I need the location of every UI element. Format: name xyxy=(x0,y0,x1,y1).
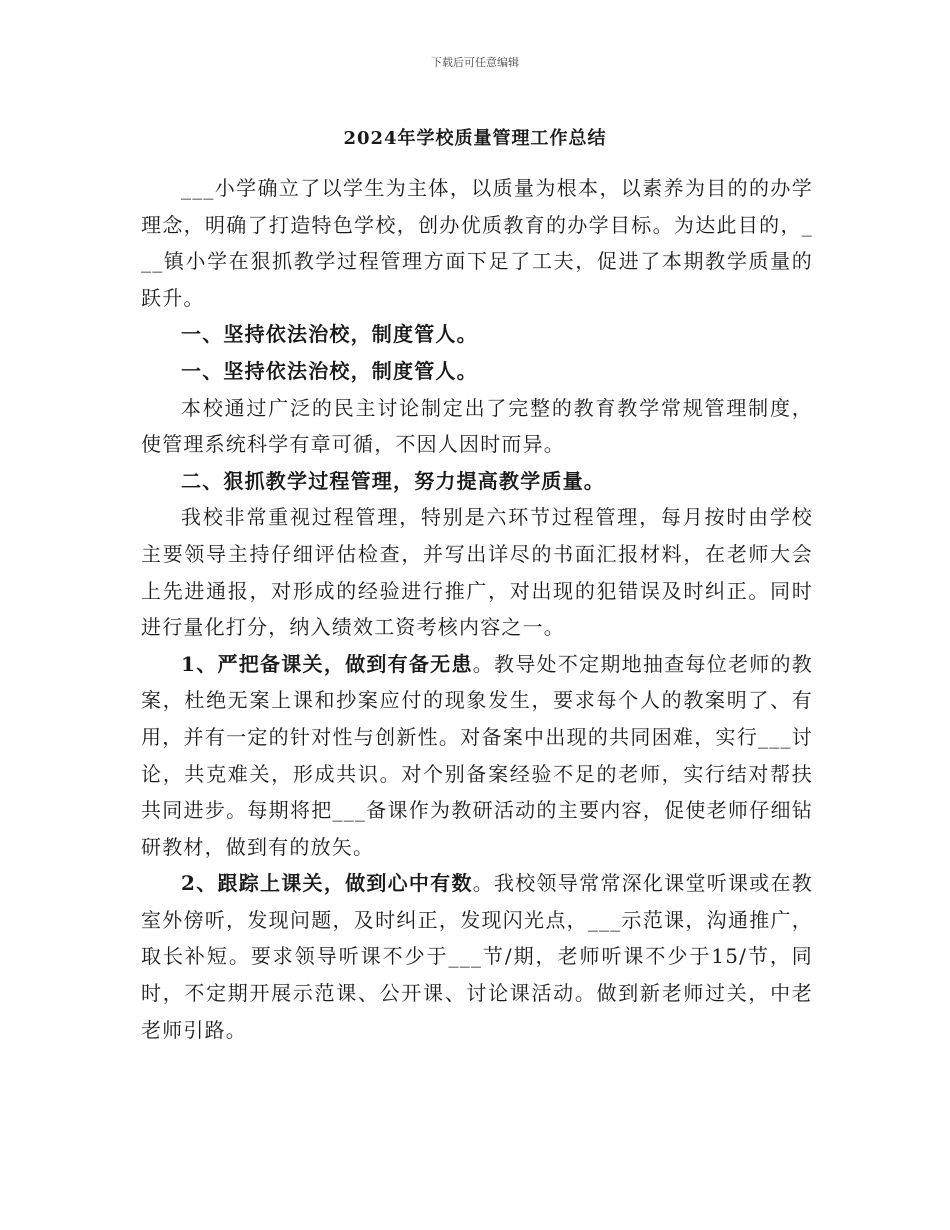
section-heading: 一、坚持依法治校，制度管人。 xyxy=(181,322,478,347)
section-heading: 一、坚持依法治校，制度管人。 xyxy=(181,358,478,383)
paragraph: 本校通过广泛的民主讨论制定出了完整的教育教学常规管理制度，使管理系统科学有章可循，不因人因时而异。 xyxy=(141,395,813,457)
document-body xyxy=(141,170,813,1048)
paragraph-intro: ___小学确立了以学生为主体，以质量为根本，以素养为目的的办学理念，明确了打造特色学校，创办优质教育的办学目标。为达此目的，___镇小学在狠抓教学过程管理方面下足了工夫，促进了本期教学质量的跃升。 xyxy=(141,176,813,310)
paragraph-class-tracking xyxy=(141,865,813,1048)
paragraph-lead: 2、跟踪上课关，做到心中有数 xyxy=(181,871,473,896)
header-note: 下载后可任意编辑 xyxy=(431,56,519,69)
document-title: 2024年学校质量管理工作总结 xyxy=(343,128,607,149)
paragraph-body: 。教导处不定期地抽查每位老师的教案，杜绝无案上课和抄案应付的现象发生，要求每个人的教案明了、有用，并有一定的针对性与创新性。对备案中出现的共同困难，实行___讨论，共克难关，形成共识。对个别备案经验不足的老师，实行结对帮扶共同进步。每期将把___备课作为教研活动的主要内容，促使老师仔细钻研教材，做到有的放矢。 xyxy=(141,651,814,859)
paragraph-lead: 1、严把备课关，做到有备无患 xyxy=(181,651,473,676)
paragraph-lesson-prep xyxy=(141,646,813,866)
paragraph-body: 。我校领导常常深化课堂听课或在教室外傍听，发现问题，及时纠正，发现闪光点，___示范课，沟通推广，取长补短。要求领导听课不少于___节/期，老师听课不少于15/节，同时，不定期开展示范课、公开课、讨论课活动。做到新老师过关，中老老师引路。 xyxy=(141,871,814,1042)
paragraph: 我校非常重视过程管理，特别是六环节过程管理，每月按时由学校主要领导主持仔细评估检查，并写出详尽的书面汇报材料，在老师大会上先进通报，对形成的经验进行推广，对出现的犯错误及时纠正。同时进行量化打分，纳入绩效工资考核内容之一。 xyxy=(141,505,813,640)
section-heading: 二、狠抓教学过程管理，努力提高教学质量。 xyxy=(181,468,605,493)
